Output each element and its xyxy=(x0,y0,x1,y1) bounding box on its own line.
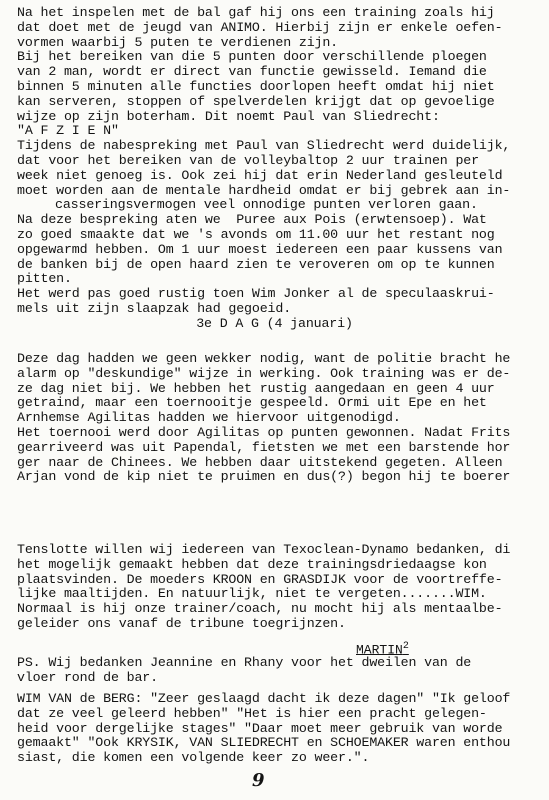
text-line: casseringsvermogen veel onnodige punten verloren gaan. xyxy=(55,198,478,213)
text-line: ze dag niet bij. We hebben het rustig aangedaan en geen 4 uur xyxy=(17,381,495,396)
text-line: Tenslotte willen wij iedereen van Texoclean-Dynamo bedanken, di xyxy=(17,543,511,557)
text-line: geleider ons vanaf de tribune toegrijnzen. xyxy=(17,616,346,631)
text-line: moet worden aan de mentale hardheid omdat er bij gebrek aan in- xyxy=(17,183,511,198)
text-line: mels uit zijn slaapzak had gegoeid. xyxy=(17,301,292,316)
text-line: dat voor het bereiken van de volleybaltop 2 uur trainen per xyxy=(17,153,479,168)
text-line: lijke maaltijden. En natuurlijk, niet te vergeten.......WIM. xyxy=(17,587,487,602)
text-line: alarm op "deskundige" wijze in werking. Ook training was er de- xyxy=(17,366,511,381)
section-quote xyxy=(17,692,532,766)
text-line: zo goed smaakte dat we 's avonds om 11.00 uur het restant nog xyxy=(17,227,495,242)
text-line: gearriveerd was uit Papendal, fietsten we met een barstende hor xyxy=(17,440,511,455)
text-line: heid voor dergelijke stages" "Daar moet meer gebruik van worde xyxy=(17,721,503,736)
text-line: wijze op zijn boterham. Dit noemt Paul van Sliedrecht: xyxy=(17,109,440,124)
section-day2-text xyxy=(17,6,532,332)
text-line: dat doet met de jeugd van ANIMO. Hierbij zijn er enkele oefen- xyxy=(17,20,503,35)
text-line: ger naar de Chinees. We hebben daar uitstekend gegeten. Alleen xyxy=(17,455,503,470)
text-line: Het werd pas goed rustig toen Wim Jonker al de speculaaskrui- xyxy=(17,287,495,302)
text-line: pitten. xyxy=(17,272,72,287)
signature-name: MARTIN xyxy=(356,642,403,658)
text-line: van 2 man, wordt er direct van functie gewisseld. Iemand die xyxy=(17,65,487,80)
text-line: kan serveren, stoppen of spelverdelen krijgt dat op gevoelige xyxy=(17,94,495,109)
text-line: "A F Z I E N" xyxy=(17,124,119,139)
section-ps xyxy=(17,656,532,686)
text-line: plaatsvinden. De moeders KROON en GRASDIJK voor de voortreffe- xyxy=(17,572,503,587)
text-line: Het toernooi werd door Agilitas op punten gewonnen. Nadat Frits xyxy=(17,425,511,440)
text-line: vloer rond de bar. xyxy=(17,670,158,685)
text-line: Na het inspelen met de bal gaf hij ons een training zoals hij xyxy=(17,6,495,20)
text-line: binnen 5 minuten alle functies doorlopen heeft omdat hij niet xyxy=(17,79,495,94)
text-line: getraind, maar een toernooitje gespeeld. Ormi uit Epe en het xyxy=(17,396,487,411)
text-line: WIM VAN de BERG: "Zeer geslaagd dacht ik deze dagen" "Ik geloof xyxy=(17,692,511,706)
text-line: gemaakt" "Ook KRYSIK, VAN SLIEDRECHT en SCHOEMAKER waren enthou xyxy=(17,736,511,751)
text-line: siast, die komen een volgende keer zo weer.". xyxy=(17,751,370,766)
text-line: Deze dag hadden we geen wekker nodig, want de politie bracht he xyxy=(17,352,511,366)
page-number: 9 xyxy=(252,770,265,791)
text-line: vormen waarbij 5 puten te verdienen zijn. xyxy=(17,35,339,50)
text-line: Normaal is hij onze trainer/coach, nu mocht hij als mentaalbe- xyxy=(17,602,503,617)
text-line: PS. Wij bedanken Jeannine en Rhany voor het dweilen van de xyxy=(17,656,472,670)
text-line: Na deze bespreking aten we Puree aux Pois (erwtensoep). Wat xyxy=(17,213,487,228)
text-line: het mogelijk gemaakt hebben dat deze trainingsdriedaagse kon xyxy=(17,557,487,572)
text-line: week niet genoeg is. Ook zei hij dat erin Nederland gesleuteld xyxy=(17,168,503,183)
section-day3-text xyxy=(17,352,532,485)
text-line: Tijdens de nabespreking met Paul van Sliedrecht werd duidelijk, xyxy=(17,139,511,154)
text-line: Arjan vond de kip niet te pruimen en dus(?) begon hij te boerer xyxy=(17,470,511,485)
day-heading: 3e D A G (4 januari) xyxy=(196,316,353,331)
text-line: dat ze veel geleerd hebben" "Het is hier een pracht gelegen- xyxy=(17,706,487,721)
section-thanks-text xyxy=(17,543,532,632)
signature xyxy=(356,640,409,657)
text-line: Arnhemse Agilitas hadden we hiervoor uitgenodigd. xyxy=(17,411,401,426)
text-line: Bij het bereiken van die 5 punten door verschillende ploegen xyxy=(17,50,487,65)
text-line: de banken bij de open haard zien te veroveren om op te kunnen xyxy=(17,257,495,272)
signature-superscript: 2 xyxy=(402,641,409,652)
text-line: opgewarmd hebben. Om 1 uur moest iedereen een paar kussens van xyxy=(17,242,503,257)
